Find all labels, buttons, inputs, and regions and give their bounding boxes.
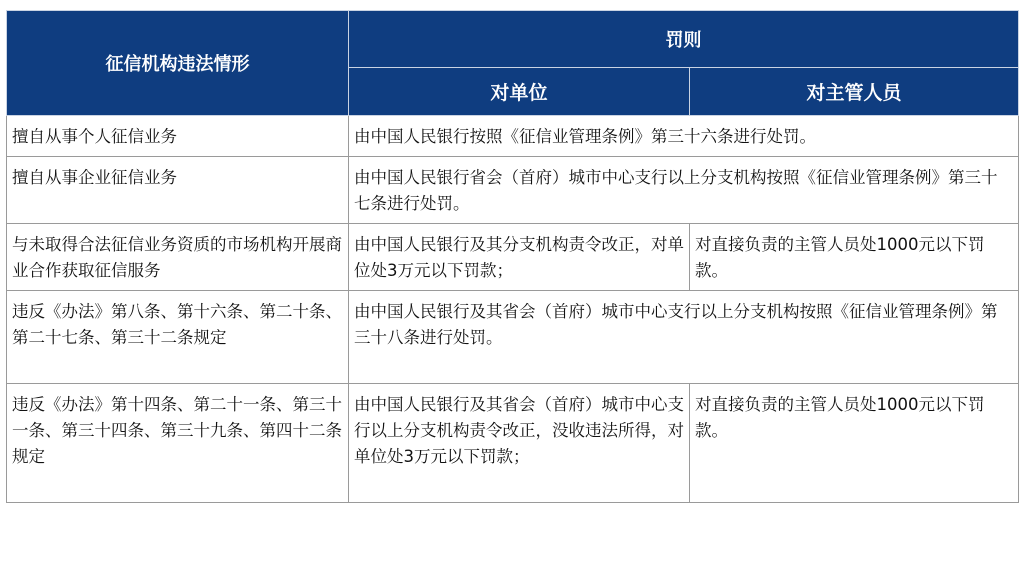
situation-cell: 擅自从事企业征信业务 [7,157,349,224]
header-violation: 征信机构违法情形 [7,11,349,116]
table-row [7,116,1019,157]
unit-penalty-cell: 由中国人民银行及其分支机构责令改正，对单位处3万元以下罚款； [349,224,690,291]
header-to-unit: 对单位 [349,68,690,116]
table-row [7,384,1019,503]
penalty-cell: 由中国人民银行按照《征信业管理条例》第三十六条进行处罚。 [349,116,1019,157]
table-header [7,11,1019,116]
situation-cell: 违反《办法》第十四条、第二十一条、第三十一条、第三十四条、第三十九条、第四十二条规定 [7,384,349,503]
penalty-table [6,10,1019,503]
penalty-cell: 由中国人民银行及其省会（首府）城市中心支行以上分支机构按照《征信业管理条例》第三十八条进行处罚。 [349,291,1019,384]
situation-cell: 擅自从事个人征信业务 [7,116,349,157]
table-row [7,291,1019,384]
header-to-manager: 对主管人员 [690,68,1019,116]
situation-cell: 违反《办法》第八条、第十六条、第二十条、第二十七条、第三十二条规定 [7,291,349,384]
unit-penalty-cell: 由中国人民银行及其省会（首府）城市中心支行以上分支机构责令改正，没收违法所得，对单位处3万元以下罚款； [349,384,690,503]
table-body [7,116,1019,503]
manager-penalty-cell: 对直接负责的主管人员处1000元以下罚款。 [690,224,1019,291]
situation-cell: 与未取得合法征信业务资质的市场机构开展商业合作获取征信服务 [7,224,349,291]
table-row [7,157,1019,224]
penalty-cell: 由中国人民银行省会（首府）城市中心支行以上分支机构按照《征信业管理条例》第三十七条进行处罚。 [349,157,1019,224]
table-row [7,224,1019,291]
penalty-table-container [6,10,1018,503]
header-penalty-group: 罚则 [349,11,1019,68]
manager-penalty-cell: 对直接负责的主管人员处1000元以下罚款。 [690,384,1019,503]
